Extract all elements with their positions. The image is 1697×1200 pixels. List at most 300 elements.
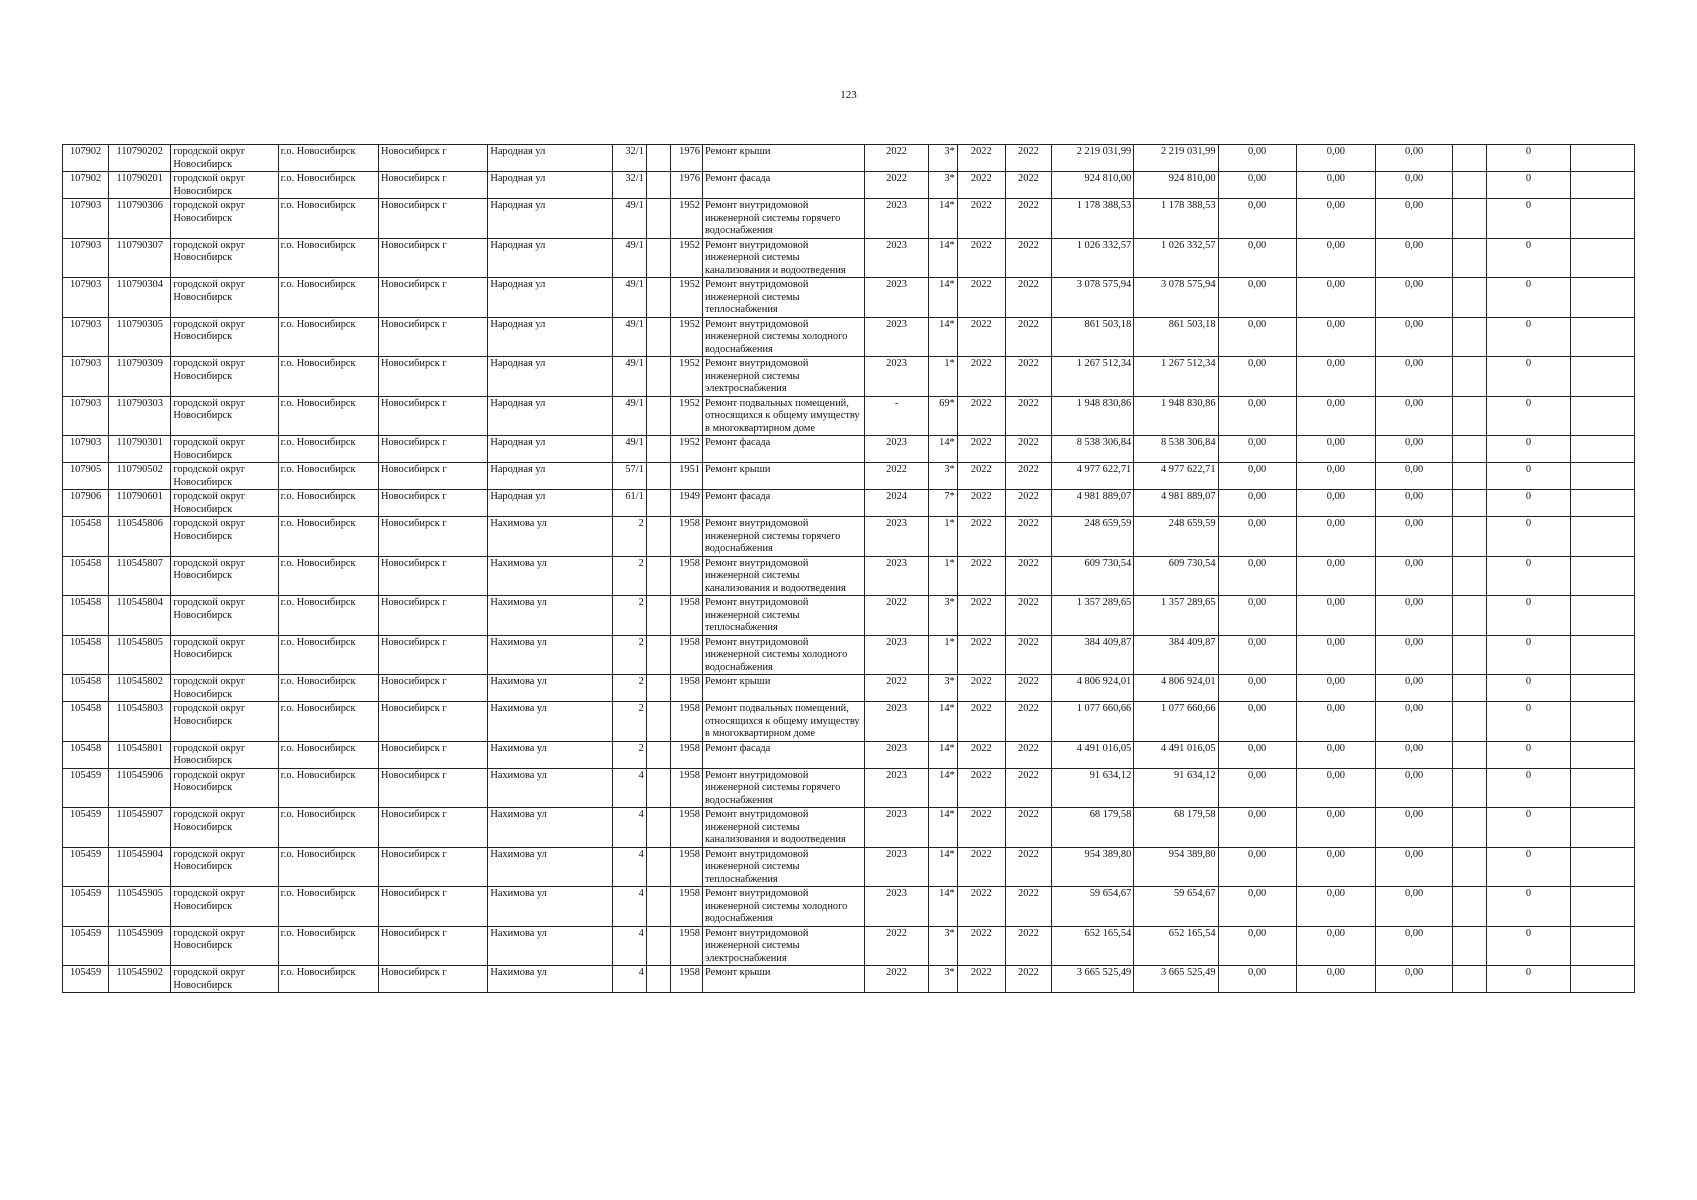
cell-year-start: 2022 xyxy=(957,278,1005,318)
cell-value-2: 0,00 xyxy=(1296,396,1375,436)
cell-cost-fund: 2 219 031,99 xyxy=(1134,145,1218,172)
cell-house: 32/1 xyxy=(612,172,646,199)
cell-house: 4 xyxy=(612,808,646,848)
cell-code: 110545909 xyxy=(109,926,171,966)
cell-count: 0 xyxy=(1487,556,1570,596)
cell-year-end: 2022 xyxy=(1005,357,1051,397)
cell-value-3: 0,00 xyxy=(1376,238,1453,278)
cell-house: 49/1 xyxy=(612,317,646,357)
cell-build-year: 1958 xyxy=(670,556,702,596)
cell-cost-fund: 1 948 830,86 xyxy=(1134,396,1218,436)
cell-city: Новосибирск г xyxy=(378,436,487,463)
cell-value-3: 0,00 xyxy=(1376,463,1453,490)
cell-value-1: 0,00 xyxy=(1218,926,1296,966)
cell-cost-fund: 248 659,59 xyxy=(1134,517,1218,557)
cell-urban-district: г.о. Новосибирск xyxy=(278,278,378,318)
cell-work-type: Ремонт фасада xyxy=(702,436,865,463)
cell-empty xyxy=(1453,596,1487,636)
cell-empty xyxy=(1453,847,1487,887)
cell-municipality: городской округ Новосибирск xyxy=(171,278,278,318)
cell-plan-year: 2023 xyxy=(865,357,928,397)
cell-plan-year: 2022 xyxy=(865,145,928,172)
cell-build-year: 1958 xyxy=(670,887,702,927)
cell-empty xyxy=(1570,278,1634,318)
cell-count: 0 xyxy=(1487,808,1570,848)
cell-empty xyxy=(1570,675,1634,702)
cell-year-end: 2022 xyxy=(1005,145,1051,172)
cell-value-1: 0,00 xyxy=(1218,702,1296,742)
cell-priority: 14* xyxy=(928,278,957,318)
cell-year-start: 2022 xyxy=(957,396,1005,436)
cell-id: 105458 xyxy=(63,741,109,768)
cell-cost-fund: 4 491 016,05 xyxy=(1134,741,1218,768)
cell-id: 105458 xyxy=(63,675,109,702)
cell-cost-fund: 1 178 388,53 xyxy=(1134,199,1218,239)
cell-street: Нахимова ул xyxy=(488,517,612,557)
cell-year-end: 2022 xyxy=(1005,238,1051,278)
cell-empty xyxy=(646,145,670,172)
cell-city: Новосибирск г xyxy=(378,966,487,993)
cell-value-2: 0,00 xyxy=(1296,847,1375,887)
cell-value-1: 0,00 xyxy=(1218,966,1296,993)
cell-year-start: 2022 xyxy=(957,238,1005,278)
cell-value-2: 0,00 xyxy=(1296,702,1375,742)
cell-empty xyxy=(1570,357,1634,397)
cell-priority: 3* xyxy=(928,145,957,172)
cell-count: 0 xyxy=(1487,517,1570,557)
cell-work-type: Ремонт фасада xyxy=(702,741,865,768)
cell-work-type: Ремонт внутридомовой инженерной системы холодного водоснабжения xyxy=(702,635,865,675)
cell-count: 0 xyxy=(1487,966,1570,993)
cell-cost-fund: 3 665 525,49 xyxy=(1134,966,1218,993)
cell-code: 110545805 xyxy=(109,635,171,675)
cell-value-2: 0,00 xyxy=(1296,278,1375,318)
cell-city: Новосибирск г xyxy=(378,517,487,557)
cell-value-3: 0,00 xyxy=(1376,702,1453,742)
cell-value-1: 0,00 xyxy=(1218,741,1296,768)
cell-plan-year: 2022 xyxy=(865,596,928,636)
cell-plan-year: - xyxy=(865,396,928,436)
cell-empty xyxy=(1570,463,1634,490)
cell-build-year: 1976 xyxy=(670,172,702,199)
cell-value-1: 0,00 xyxy=(1218,278,1296,318)
cell-empty xyxy=(1453,357,1487,397)
capital-repair-table xyxy=(62,144,1635,993)
cell-city: Новосибирск г xyxy=(378,199,487,239)
cell-empty xyxy=(1453,966,1487,993)
table-row xyxy=(63,278,1635,318)
cell-empty xyxy=(1570,556,1634,596)
cell-priority: 3* xyxy=(928,926,957,966)
cell-municipality: городской округ Новосибирск xyxy=(171,317,278,357)
cell-cost-fund: 3 078 575,94 xyxy=(1134,278,1218,318)
cell-work-type: Ремонт внутридомовой инженерной системы электроснабжения xyxy=(702,357,865,397)
cell-municipality: городской округ Новосибирск xyxy=(171,436,278,463)
cell-cost-fund: 4 981 889,07 xyxy=(1134,490,1218,517)
cell-build-year: 1958 xyxy=(670,768,702,808)
cell-empty xyxy=(1570,808,1634,848)
cell-empty xyxy=(646,768,670,808)
cell-priority: 3* xyxy=(928,463,957,490)
cell-cost-total: 861 503,18 xyxy=(1052,317,1134,357)
cell-empty xyxy=(1570,317,1634,357)
cell-city: Новосибирск г xyxy=(378,887,487,927)
cell-year-end: 2022 xyxy=(1005,278,1051,318)
cell-street: Народная ул xyxy=(488,396,612,436)
cell-cost-fund: 1 267 512,34 xyxy=(1134,357,1218,397)
cell-year-end: 2022 xyxy=(1005,556,1051,596)
cell-value-2: 0,00 xyxy=(1296,172,1375,199)
cell-cost-fund: 68 179,58 xyxy=(1134,808,1218,848)
cell-code: 110545905 xyxy=(109,887,171,927)
cell-cost-total: 91 634,12 xyxy=(1052,768,1134,808)
cell-value-3: 0,00 xyxy=(1376,675,1453,702)
cell-cost-total: 1 077 660,66 xyxy=(1052,702,1134,742)
cell-year-start: 2022 xyxy=(957,926,1005,966)
cell-count: 0 xyxy=(1487,702,1570,742)
cell-empty xyxy=(1570,596,1634,636)
cell-street: Народная ул xyxy=(488,357,612,397)
cell-year-end: 2022 xyxy=(1005,635,1051,675)
cell-value-3: 0,00 xyxy=(1376,357,1453,397)
cell-value-2: 0,00 xyxy=(1296,741,1375,768)
cell-code: 110790202 xyxy=(109,145,171,172)
cell-work-type: Ремонт фасада xyxy=(702,172,865,199)
cell-empty xyxy=(1570,199,1634,239)
cell-cost-total: 4 491 016,05 xyxy=(1052,741,1134,768)
cell-cost-total: 954 389,80 xyxy=(1052,847,1134,887)
cell-city: Новосибирск г xyxy=(378,635,487,675)
cell-urban-district: г.о. Новосибирск xyxy=(278,317,378,357)
cell-build-year: 1958 xyxy=(670,808,702,848)
cell-value-3: 0,00 xyxy=(1376,172,1453,199)
cell-id: 105459 xyxy=(63,926,109,966)
cell-city: Новосибирск г xyxy=(378,768,487,808)
cell-value-1: 0,00 xyxy=(1218,768,1296,808)
cell-empty xyxy=(646,702,670,742)
cell-empty xyxy=(1453,741,1487,768)
table-row xyxy=(63,436,1635,463)
cell-municipality: городской округ Новосибирск xyxy=(171,741,278,768)
cell-year-start: 2022 xyxy=(957,172,1005,199)
cell-empty xyxy=(646,966,670,993)
cell-year-start: 2022 xyxy=(957,490,1005,517)
cell-empty xyxy=(1453,199,1487,239)
page-number: 123 xyxy=(840,89,857,101)
cell-value-2: 0,00 xyxy=(1296,808,1375,848)
cell-house: 57/1 xyxy=(612,463,646,490)
cell-id: 107903 xyxy=(63,436,109,463)
cell-id: 107903 xyxy=(63,278,109,318)
cell-cost-fund: 384 409,87 xyxy=(1134,635,1218,675)
cell-code: 110790201 xyxy=(109,172,171,199)
cell-year-end: 2022 xyxy=(1005,702,1051,742)
cell-house: 61/1 xyxy=(612,490,646,517)
cell-id: 105458 xyxy=(63,517,109,557)
cell-build-year: 1958 xyxy=(670,702,702,742)
cell-cost-total: 8 538 306,84 xyxy=(1052,436,1134,463)
cell-year-end: 2022 xyxy=(1005,596,1051,636)
cell-cost-fund: 954 389,80 xyxy=(1134,847,1218,887)
cell-house: 2 xyxy=(612,635,646,675)
cell-plan-year: 2022 xyxy=(865,966,928,993)
cell-empty xyxy=(1570,238,1634,278)
cell-street: Нахимова ул xyxy=(488,675,612,702)
cell-id: 107905 xyxy=(63,463,109,490)
cell-house: 49/1 xyxy=(612,238,646,278)
cell-empty xyxy=(1570,517,1634,557)
cell-priority: 14* xyxy=(928,199,957,239)
cell-count: 0 xyxy=(1487,490,1570,517)
cell-plan-year: 2023 xyxy=(865,436,928,463)
cell-plan-year: 2023 xyxy=(865,238,928,278)
cell-code: 110790502 xyxy=(109,463,171,490)
cell-code: 110545902 xyxy=(109,966,171,993)
cell-cost-total: 1 267 512,34 xyxy=(1052,357,1134,397)
cell-cost-fund: 91 634,12 xyxy=(1134,768,1218,808)
cell-plan-year: 2023 xyxy=(865,317,928,357)
cell-house: 2 xyxy=(612,702,646,742)
cell-cost-fund: 652 165,54 xyxy=(1134,926,1218,966)
cell-value-2: 0,00 xyxy=(1296,596,1375,636)
table-row xyxy=(63,238,1635,278)
cell-street: Народная ул xyxy=(488,238,612,278)
cell-empty xyxy=(646,436,670,463)
cell-cost-total: 4 977 622,71 xyxy=(1052,463,1134,490)
cell-build-year: 1952 xyxy=(670,238,702,278)
table-row xyxy=(63,556,1635,596)
cell-plan-year: 2022 xyxy=(865,172,928,199)
cell-cost-fund: 861 503,18 xyxy=(1134,317,1218,357)
cell-value-2: 0,00 xyxy=(1296,926,1375,966)
table-row xyxy=(63,926,1635,966)
cell-year-start: 2022 xyxy=(957,357,1005,397)
cell-priority: 14* xyxy=(928,702,957,742)
cell-priority: 14* xyxy=(928,887,957,927)
cell-count: 0 xyxy=(1487,436,1570,463)
cell-cost-total: 59 654,67 xyxy=(1052,887,1134,927)
cell-empty xyxy=(646,238,670,278)
cell-municipality: городской округ Новосибирск xyxy=(171,926,278,966)
cell-street: Народная ул xyxy=(488,172,612,199)
cell-house: 4 xyxy=(612,847,646,887)
cell-plan-year: 2024 xyxy=(865,490,928,517)
cell-empty xyxy=(1453,926,1487,966)
cell-street: Народная ул xyxy=(488,490,612,517)
cell-street: Народная ул xyxy=(488,145,612,172)
cell-cost-total: 248 659,59 xyxy=(1052,517,1134,557)
cell-build-year: 1951 xyxy=(670,463,702,490)
cell-work-type: Ремонт фасада xyxy=(702,490,865,517)
cell-urban-district: г.о. Новосибирск xyxy=(278,199,378,239)
cell-code: 110790307 xyxy=(109,238,171,278)
cell-plan-year: 2022 xyxy=(865,926,928,966)
cell-empty xyxy=(1570,741,1634,768)
cell-year-start: 2022 xyxy=(957,436,1005,463)
cell-city: Новосибирск г xyxy=(378,596,487,636)
cell-work-type: Ремонт крыши xyxy=(702,966,865,993)
cell-value-3: 0,00 xyxy=(1376,556,1453,596)
cell-urban-district: г.о. Новосибирск xyxy=(278,768,378,808)
cell-value-3: 0,00 xyxy=(1376,436,1453,463)
cell-empty xyxy=(646,556,670,596)
cell-empty xyxy=(1453,768,1487,808)
cell-value-2: 0,00 xyxy=(1296,145,1375,172)
cell-value-1: 0,00 xyxy=(1218,172,1296,199)
cell-code: 110790301 xyxy=(109,436,171,463)
cell-city: Новосибирск г xyxy=(378,808,487,848)
cell-id: 107903 xyxy=(63,238,109,278)
cell-count: 0 xyxy=(1487,199,1570,239)
cell-cost-fund: 59 654,67 xyxy=(1134,887,1218,927)
cell-urban-district: г.о. Новосибирск xyxy=(278,490,378,517)
cell-house: 2 xyxy=(612,741,646,768)
table-row xyxy=(63,635,1635,675)
cell-urban-district: г.о. Новосибирск xyxy=(278,675,378,702)
cell-year-start: 2022 xyxy=(957,808,1005,848)
cell-cost-total: 2 219 031,99 xyxy=(1052,145,1134,172)
cell-street: Нахимова ул xyxy=(488,741,612,768)
cell-municipality: городской округ Новосибирск xyxy=(171,238,278,278)
cell-code: 110545801 xyxy=(109,741,171,768)
cell-street: Нахимова ул xyxy=(488,887,612,927)
cell-empty xyxy=(646,463,670,490)
cell-value-2: 0,00 xyxy=(1296,463,1375,490)
cell-plan-year: 2023 xyxy=(865,702,928,742)
cell-priority: 1* xyxy=(928,357,957,397)
cell-count: 0 xyxy=(1487,596,1570,636)
table-row xyxy=(63,966,1635,993)
cell-empty xyxy=(646,635,670,675)
cell-city: Новосибирск г xyxy=(378,317,487,357)
cell-urban-district: г.о. Новосибирск xyxy=(278,172,378,199)
cell-empty xyxy=(1453,635,1487,675)
table-row xyxy=(63,396,1635,436)
cell-build-year: 1949 xyxy=(670,490,702,517)
cell-priority: 1* xyxy=(928,517,957,557)
cell-code: 110790306 xyxy=(109,199,171,239)
cell-value-2: 0,00 xyxy=(1296,199,1375,239)
cell-value-2: 0,00 xyxy=(1296,238,1375,278)
cell-empty xyxy=(1570,966,1634,993)
cell-municipality: городской округ Новосибирск xyxy=(171,396,278,436)
cell-city: Новосибирск г xyxy=(378,847,487,887)
cell-count: 0 xyxy=(1487,887,1570,927)
cell-plan-year: 2022 xyxy=(865,675,928,702)
cell-year-start: 2022 xyxy=(957,847,1005,887)
cell-year-end: 2022 xyxy=(1005,436,1051,463)
cell-urban-district: г.о. Новосибирск xyxy=(278,926,378,966)
cell-city: Новосибирск г xyxy=(378,556,487,596)
table-body xyxy=(63,145,1635,993)
cell-municipality: городской округ Новосибирск xyxy=(171,702,278,742)
cell-priority: 7* xyxy=(928,490,957,517)
cell-urban-district: г.о. Новосибирск xyxy=(278,436,378,463)
cell-value-3: 0,00 xyxy=(1376,396,1453,436)
cell-empty xyxy=(1570,396,1634,436)
cell-work-type: Ремонт внутридомовой инженерной системы канализования и водоотведения xyxy=(702,238,865,278)
cell-empty xyxy=(1453,702,1487,742)
cell-build-year: 1958 xyxy=(670,847,702,887)
cell-priority: 14* xyxy=(928,741,957,768)
cell-city: Новосибирск г xyxy=(378,741,487,768)
cell-value-2: 0,00 xyxy=(1296,317,1375,357)
cell-code: 110790305 xyxy=(109,317,171,357)
cell-city: Новосибирск г xyxy=(378,172,487,199)
cell-priority: 14* xyxy=(928,808,957,848)
cell-count: 0 xyxy=(1487,317,1570,357)
cell-urban-district: г.о. Новосибирск xyxy=(278,238,378,278)
cell-year-start: 2022 xyxy=(957,768,1005,808)
cell-plan-year: 2023 xyxy=(865,556,928,596)
cell-cost-fund: 8 538 306,84 xyxy=(1134,436,1218,463)
cell-empty xyxy=(1570,702,1634,742)
cell-empty xyxy=(1453,463,1487,490)
cell-cost-total: 3 665 525,49 xyxy=(1052,966,1134,993)
cell-year-start: 2022 xyxy=(957,596,1005,636)
cell-city: Новосибирск г xyxy=(378,145,487,172)
cell-count: 0 xyxy=(1487,145,1570,172)
cell-empty xyxy=(1570,436,1634,463)
cell-year-end: 2022 xyxy=(1005,490,1051,517)
table-row xyxy=(63,145,1635,172)
cell-empty xyxy=(646,887,670,927)
cell-work-type: Ремонт крыши xyxy=(702,463,865,490)
cell-municipality: городской округ Новосибирск xyxy=(171,199,278,239)
cell-code: 110545907 xyxy=(109,808,171,848)
table-row xyxy=(63,357,1635,397)
cell-house: 49/1 xyxy=(612,278,646,318)
cell-urban-district: г.о. Новосибирск xyxy=(278,357,378,397)
cell-empty xyxy=(646,278,670,318)
cell-house: 4 xyxy=(612,887,646,927)
cell-code: 110545802 xyxy=(109,675,171,702)
cell-year-end: 2022 xyxy=(1005,517,1051,557)
cell-street: Народная ул xyxy=(488,317,612,357)
cell-value-2: 0,00 xyxy=(1296,887,1375,927)
cell-house: 32/1 xyxy=(612,145,646,172)
cell-urban-district: г.о. Новосибирск xyxy=(278,556,378,596)
cell-municipality: городской округ Новосибирск xyxy=(171,357,278,397)
cell-year-start: 2022 xyxy=(957,199,1005,239)
cell-empty xyxy=(1570,635,1634,675)
table-row xyxy=(63,741,1635,768)
cell-empty xyxy=(1570,145,1634,172)
cell-value-3: 0,00 xyxy=(1376,278,1453,318)
cell-priority: 1* xyxy=(928,556,957,596)
cell-municipality: городской округ Новосибирск xyxy=(171,556,278,596)
cell-street: Народная ул xyxy=(488,463,612,490)
cell-year-end: 2022 xyxy=(1005,317,1051,357)
cell-id: 107902 xyxy=(63,145,109,172)
cell-urban-district: г.о. Новосибирск xyxy=(278,847,378,887)
cell-house: 49/1 xyxy=(612,357,646,397)
cell-year-start: 2022 xyxy=(957,463,1005,490)
cell-cost-fund: 609 730,54 xyxy=(1134,556,1218,596)
cell-empty xyxy=(646,741,670,768)
cell-count: 0 xyxy=(1487,357,1570,397)
cell-id: 107903 xyxy=(63,199,109,239)
cell-year-end: 2022 xyxy=(1005,675,1051,702)
cell-house: 49/1 xyxy=(612,199,646,239)
cell-cost-total: 4 981 889,07 xyxy=(1052,490,1134,517)
cell-house: 2 xyxy=(612,675,646,702)
cell-city: Новосибирск г xyxy=(378,278,487,318)
cell-street: Народная ул xyxy=(488,436,612,463)
cell-priority: 14* xyxy=(928,238,957,278)
cell-count: 0 xyxy=(1487,741,1570,768)
cell-value-3: 0,00 xyxy=(1376,145,1453,172)
